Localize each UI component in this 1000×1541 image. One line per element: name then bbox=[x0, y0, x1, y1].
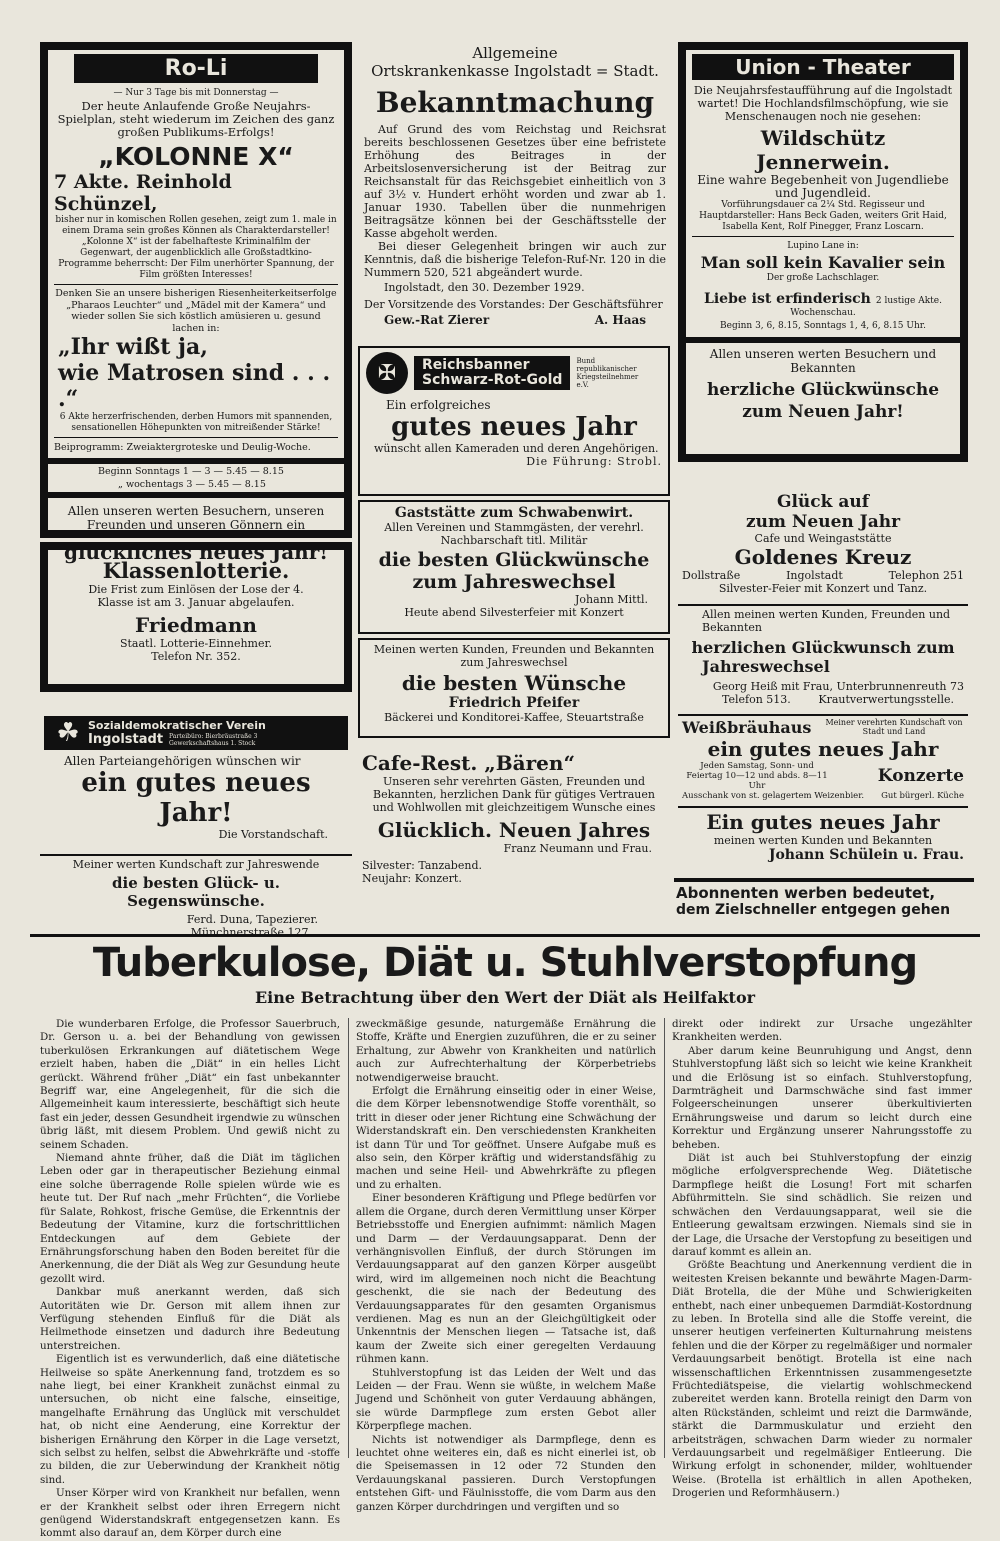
schwabenwirt-wish-2: zum Jahreswechsel bbox=[412, 571, 616, 593]
roli-times-2: „ wochentags 3 — 5.45 — 8.15 bbox=[118, 479, 266, 490]
schuelein-ad bbox=[678, 806, 968, 876]
heiss-name: Georg Heiß mit Frau, Unterbrunnenreuth 73 bbox=[712, 680, 964, 693]
baeren-title: Cafe-Rest. „Bären“ bbox=[362, 751, 575, 775]
reichsbanner-line-3: wünscht allen Kameraden und deren Angehörigen. bbox=[374, 442, 659, 455]
reichsbanner-logo-side: Bund republikanischer Kriegsteilnehmer e.V. bbox=[576, 357, 639, 389]
spd-logo-2: Ingolstadt bbox=[88, 732, 164, 747]
section-divider bbox=[30, 934, 980, 937]
reichsbanner-sign: Die Führung: Strobl. bbox=[526, 455, 662, 468]
article-headline: Tuberkulose, Diät u. Stuhlverstopfung bbox=[92, 940, 918, 986]
reichsbanner-logo-2: Schwarz-Rot-Gold bbox=[422, 372, 563, 388]
spd-text: Allen Parteiangehörigen wünschen wir bbox=[64, 754, 301, 768]
roli-second-title-2: wie Matrosen sind . . . .“ bbox=[58, 360, 331, 412]
kreuz-ad bbox=[678, 492, 968, 602]
heiss-text: Allen meinen werten Kunden, Freunden und Bekannten bbox=[702, 608, 951, 634]
roli-ad bbox=[40, 42, 352, 564]
article-col3-para: Aber darum keine Beunruhigung und Angst, denn Stuhlverstopfung läßt sich so leicht wie keine Krankheit und die Erlösung ist so einfach. Stuhlverstopfung, Darmträgheit und Darmschwäche sind fast immer Folgeerscheinungen unserer überkultivierten Ernährungsweise und darum so leicht durch eine Korrektur und Ergänzung unserer Nahrungsstoffe zu beheben. bbox=[672, 1044, 972, 1151]
aok-date: Ingolstadt, den 30. Dezember 1929. bbox=[384, 281, 585, 294]
article-col3-para: direkt oder indirekt zur Ursache ungezählter Krankheiten werden. bbox=[672, 1018, 972, 1044]
schuelein-text: meinen werten Kunden und Bekannten bbox=[713, 834, 933, 847]
baeren-name: Franz Neumann und Frau. bbox=[503, 842, 652, 855]
roli-second-intro: Denken Sie an unsere bisherigen Riesenheiterkeitserfolge „Pharaos Leuchter“ und „Mädel mit der Kamera“ und wieder sollen Sie sich köstlich amüsieren u. gesund lachen in: bbox=[55, 288, 337, 334]
aok-title: Bekanntmachung bbox=[375, 86, 655, 119]
union-title: Wildschütz Jennerwein. bbox=[756, 126, 890, 174]
kreuz-wish-1: Glück auf bbox=[776, 492, 870, 512]
baeren-sil: Silvester: Tanzabend. bbox=[362, 859, 482, 872]
aok-head-2: Ortskrankenkasse Ingolstadt = Stadt. bbox=[371, 62, 659, 80]
duna-text: Meiner werten Kundschaft zur Jahreswende bbox=[72, 858, 320, 871]
roli-days: — Nur 3 Tage bis mit Donnerstag — bbox=[113, 88, 279, 98]
roli-intro: Der heute Anlaufende Große Neujahrs-Spielplan, steht wiederum im Zeichen des ganz großen Publikums-Erfolgs! bbox=[57, 99, 335, 139]
roli-second-title-1: „Ihr wißt ja, bbox=[58, 334, 208, 360]
kreuz-wish-2: zum Neuen Jahr bbox=[745, 512, 901, 532]
kreuz-street: Dollstraße bbox=[682, 569, 741, 582]
reichsbanner-line-1: Ein erfolgreiches bbox=[386, 398, 491, 412]
union-liebe: Liebe ist erfinderisch bbox=[704, 291, 871, 307]
aok-sign-right: A. Haas bbox=[594, 313, 646, 327]
spd-logo-side: Parteibüro: Bierbräustraße 3 Gewerkschaftshaus 1. Stock bbox=[169, 732, 258, 747]
article-col2-para: Erfolgt die Ernährung einseitig oder in einer Weise, die dem Körper lebensnotwendige Stoffe vorenthält, so tritt in dieser oder jener Richtung eine Schwächung der Widerstandskraft ein. Den verschiedensten Krankheiten ist dann Tür und Tor geöffnet. Unsere Aufgabe muß es also sein, den Körper kräftig und widerstandsfähig zu machen und seine Heil- und Abwehrkräfte zu pflegen und zu erhalten. bbox=[356, 1085, 656, 1191]
article-col1-para: Dankbar muß anerkannt werden, daß sich Autoritäten wie Dr. Gerson mit allem ihnen zur Verfügung stehenden Einfluß für die Diät als Heilmethode einsetzen und dadurch ihre Bedeutung unterstreichen. bbox=[40, 1286, 340, 1352]
article-column-3 bbox=[672, 1018, 972, 1501]
union-ad bbox=[678, 42, 968, 462]
article-col2-para: Einer besonderen Kräftigung und Pflege bedürfen vor allem die Organe, durch deren Vermittlung unser Körper Betriebsstoffe und Energien aufnimmt: nämlich Magen und Darm — der Verdauungsapparat. Denn der verhängnisvollen Einfluß, der durch Störungen im Verdauungsapparat auf den ganzen Körper ausgeübt wird, wird im allgemeinen noch nicht die Beachtung geschenkt, die sie nach der Bedeutung des Verdauungsapparates für den gesamten Organismus verdienen. Mag es nun an der Gleichgültigkeit oder Unkenntnis der Menschen liegen — Tatsache ist, daß kaum der Zweite sich einer geregelten Verdauung rühmen kann. bbox=[356, 1192, 656, 1366]
schwabenwirt-ad bbox=[358, 500, 670, 634]
column-rule bbox=[348, 1018, 349, 1458]
pfeifer-name: Friedrich Pfeifer bbox=[448, 695, 580, 711]
kreuz-phone: Telephon 251 bbox=[888, 569, 964, 582]
aok-body-1: Auf Grund des vom Reichstag und Reichsrat bereits beschlossenen Gesetzes über eine befristete Erhöhung des Beitrages in der Arbeitslosenversicherung ist der Beitrag zur Reichsanstalt für das Reichsgebiet einheitlich von 3 auf 3½ v. Hundert erhöht worden und zwar ab 1. Januar 1930. Tabellen über die nunmehrigen Beitragsätze können bei der Geschäftsstelle der Kasse abgeholt werden. bbox=[364, 123, 666, 240]
weiss-title: Weißbräuhaus bbox=[682, 718, 812, 737]
roli-greet-1: Allen unseren werten Besuchern, unseren Freunden und unseren Gönnern ein bbox=[67, 504, 325, 532]
reichsbanner-ad bbox=[358, 346, 670, 496]
weiss-ad bbox=[678, 714, 968, 804]
lotterie-role: Staatl. Lotterie-Einnehmer. bbox=[119, 637, 273, 650]
roli-times-1: Beginn Sonntags 1 — 3 — 5.45 — 8.15 bbox=[98, 466, 284, 477]
weiss-wish: ein gutes neues Jahr bbox=[707, 737, 939, 761]
spd-emblem-icon: ☘ bbox=[56, 718, 80, 748]
pfeifer-text: Meinen werten Kunden, Freunden und Bekannten zum Jahreswechsel bbox=[373, 643, 655, 669]
heiss-ad bbox=[678, 604, 968, 712]
baeren-text: Unseren sehr verehrten Gästen, Freunden und Bekannten, herzlichen Dank für gütiges Vertrauen und Wohlwollen mit gleichzeitigem Wunsche eines bbox=[372, 775, 656, 814]
union-lupino-sub: Der große Lachschlager. bbox=[766, 273, 880, 283]
heiss-wish-2: Jahreswechsel bbox=[702, 657, 830, 676]
baeren-neu: Neujahr: Konzert. bbox=[362, 872, 462, 885]
article-col2-para: zweckmäßige gesunde, naturgemäße Ernährung die Stoffe, Kräfte und Energien zuzuführen, die er zu seiner Erhaltung, zur Abwehr von Krankheiten und natürlich auch zur Aufrechterhaltung der Körperbetriebs notwendigerweise braucht. bbox=[356, 1018, 656, 1084]
kreuz-city: Ingolstadt bbox=[786, 569, 843, 582]
abo-line-2: dem Zielschneller entgegen gehen bbox=[676, 902, 951, 918]
reichsbanner-logo bbox=[366, 352, 662, 394]
pfeifer-wish: die besten Wünsche bbox=[401, 671, 627, 695]
roli-logo: Ro-Li bbox=[74, 54, 318, 83]
article-column-1 bbox=[40, 1018, 340, 1541]
baeren-wish: Glücklich. Neuen Jahres bbox=[377, 818, 651, 842]
duna-wish: die besten Glück- u. Segenswünsche. bbox=[112, 874, 280, 910]
schwabenwirt-name: Johann Mittl. bbox=[575, 593, 648, 606]
eagle-icon: ✠ bbox=[366, 352, 408, 394]
lotterie-name: Friedmann bbox=[135, 613, 257, 637]
article-subhead: Eine Betrachtung über den Wert der Diät als Heilfaktor bbox=[254, 988, 756, 1007]
union-logo: Union - Theater bbox=[692, 54, 954, 80]
union-liebe-sub: 2 lustige Akte. bbox=[875, 296, 942, 306]
heiss-bottom-row bbox=[682, 693, 964, 706]
article-col3-para: Diät ist auch bei Stuhlverstopfung der einzig mögliche erfolgversprechende Weg. Diätetische Darmpflege heißt die Losung! Fort mit scharfen Abführmitteln. Sie sind schädlich. Sie reizen und schwächen den Verdauungsapparat, weil sie die Entleerung gewaltsam erzwingen. Niemals sind sie in der Lage, die Ursache der Verstopfung zu beseitigen und darauf kommt es allein an. bbox=[672, 1152, 972, 1258]
article-col1-para: Eigentlich ist es verwunderlich, daß eine diätetische Heilweise so späte Anerkennung fand, trotzdem es so nahe liegt, bei einer Krankheit zunächst einmal zu untersuchen, ob nicht eine falsche, einseitige, mangelhafte Ernährung das Unglück mit verschuldet hat, ob nicht eine Aenderung, eine Korrektur der bisherigen Ernährung den Körper in die Lage versetzt, sich selbst zu helfen, selbst die Abwehrkräfte und -stoffe zu bilden, die zur Ueberwindung der Krankheit nötig sind. bbox=[40, 1353, 340, 1486]
article-col1-para: Niemand ahnte früher, daß die Diät im täglichen Leben oder gar in therapeutischer Beziehung einmal eine solche überragende Rolle spielen würde wie es heute tut. Der Ruf nach „mehr Früchten“, die Vorliebe für Salate, Rohkost, frische Gemüse, die Erkenntnis der Bedeutung der Vitamine, kurz die fortschrittlichen Entdeckungen auf dem Gebiete der Ernährungsforschung haben den Boden bereitet für die Anerkennung, die der Diät als Weg zur Gesundung heute gezollt wird. bbox=[40, 1152, 340, 1285]
article-col2-para: Nichts ist notwendiger als Darmpflege, denn es leuchtet ohne weiteres ein, daß es nicht einerlei ist, ob die Speisemassen in 12 oder 72 Stunden den Verdauungskanal passieren. Durch Verstopfungen entstehen Gift- und Fäulnisstoffe, die vom Darm aus den ganzen Körper durchdringen und vergiften und so bbox=[356, 1433, 656, 1513]
reichsbanner-logo-text bbox=[414, 356, 570, 390]
heiss-trade: Krautverwertungsstelle. bbox=[818, 693, 954, 706]
lotterie-text: Die Frist zum Einlösen der Lose der 4. Klasse ist am 3. Januar abgelaufen. bbox=[88, 583, 304, 609]
union-woche: Wochenschau. bbox=[790, 308, 856, 318]
abo-line-1: Abonnenten werben bedeutet, bbox=[676, 884, 936, 902]
lotterie-ad bbox=[40, 542, 352, 692]
union-lupino-title: Man soll kein Kavalier sein bbox=[700, 253, 946, 272]
heiss-tel: Telefon 513. bbox=[722, 693, 791, 706]
duna-name: Ferd. Duna, Tapezierer. bbox=[186, 913, 318, 926]
roli-second-desc: 6 Akte herzerfrischenden, derben Humors mit spannenden, sensationellen Höhepunkten von mitreißender Stärke! bbox=[59, 412, 333, 433]
reichsbanner-logo-1: Reichsbanner bbox=[422, 357, 530, 373]
pfeifer-addr: Bäckerei und Konditorei-Kaffee, Steuartstraße bbox=[384, 711, 644, 724]
weiss-side: Meiner verehrten Kundschaft von Stadt und Land bbox=[825, 718, 963, 736]
spd-ad bbox=[40, 714, 352, 852]
schwabenwirt-title: Gaststätte zum Schwabenwirt. bbox=[394, 505, 634, 521]
union-subtitle: Eine wahre Begebenheit von Jugendliebe und Jugendleid. bbox=[697, 173, 949, 200]
union-cast: Vorführungsdauer ca 2¼ Std. Regisseur und Hauptdarsteller: Hans Beck Gaden, weiters Grit Haid, Isabella Kent, Rolf Pinegger, Franz Loscarn. bbox=[699, 200, 947, 232]
roli-greet-2: glückliches neues Jahr! bbox=[63, 540, 329, 564]
article-col1-para: Die wunderbaren Erfolge, die Professor Sauerbruch, Dr. Gerson u. a. bei der Behandlung von gewissen tuberkulösen Erkrankungen auf diätetischem Wege erzielt haben, haben die „Diät“ in ein helles Licht gerückt. Während früher „Diät“ ein fast unbekannter Begriff war, eine Angelegenheit, für die sich die Allgemeinheit kaum interessierte, beschäftigt sich heute fast ein jeder, dessen Gesundheit irgendwie zu wünschen übrig läßt, mit diesem Problem. Und gewiß nicht zu seinem Schaden. bbox=[40, 1018, 340, 1151]
baeren-ad bbox=[356, 748, 672, 918]
kreuz-address-row bbox=[682, 569, 964, 582]
column-rule bbox=[664, 1018, 665, 1458]
aok-sign-head: Der Vorsitzende des Vorstandes: Der Geschäftsführer bbox=[364, 298, 663, 311]
article-column-2 bbox=[356, 1018, 656, 1514]
union-intro: Die Neujahrsfestaufführung auf die Ingolstadt wartet! Die Hochlandsfilmschöpfung, wie sie Menschenaugen noch nie gesehen: bbox=[693, 84, 953, 123]
article-col3-para: Größte Beachtung und Anerkennung verdient die in weitesten Kreisen bekannte und bewährte Magen-Darm-Diät Brotella, die der Mühe und Schwierigkeiten enthebt, nach einer unbequemen Darmdiät-Kostordnung zu leben. In Brotella sind alle die Stoffe vereint, die unserer heutigen verfeinerten Kulturnahrung meistens fehlen und die der Körper zu regelmäßiger und normaler Verdauungsarbeit benötigt. Brotella ist eine nach wissenschaftlichen Erkenntnissen zusammengesetzte Früchtediätspeise, die vielartig wohlschmeckend zubereitet werden kann. Brotella reinigt den Darm von alten Rückständen, schleimt und reizt die Darmwände, stärkt die Darmmuskulatur und erzieht den arbeitsträgen, schwachen Darm wieder zu normaler Verdauungsarbeit und regelmäßiger Entleerung. Die Wirkung erfolgt in schonender, milder, wohltuender Weise. (Brotella ist erhältlich in allen Apotheken, Drogerien und Reformhäusern.) bbox=[672, 1259, 972, 1500]
duna-ad bbox=[40, 854, 352, 939]
lotterie-title: Klassenlotterie. bbox=[102, 558, 290, 583]
aok-notice bbox=[356, 42, 674, 342]
roli-times-band bbox=[48, 458, 344, 498]
union-greet-1: Allen unseren werten Besuchern und Bekannten bbox=[709, 347, 937, 375]
duna-addr: Münchnerstraße 127. bbox=[190, 926, 312, 939]
schuelein-name: Johann Schülein u. Frau. bbox=[768, 847, 964, 863]
weiss-bier: Ausschank von st. gelagertem Weizenbier. bbox=[682, 791, 865, 801]
kreuz-note: Silvester-Feier mit Konzert und Tanz. bbox=[718, 582, 928, 595]
reichsbanner-line-2: gutes neues Jahr bbox=[391, 412, 637, 442]
schwabenwirt-note: Heute abend Silvesterfeier mit Konzert bbox=[404, 606, 624, 619]
roli-beiprogramm: Beiprogramm: Zweiaktergroteske und Deulig-Woche. bbox=[54, 442, 311, 453]
weiss-hours: Jeden Samstag, Sonn- und Feiertag 10—12 und abds. 8—11 Uhr bbox=[686, 761, 828, 791]
schuelein-wish: Ein gutes neues Jahr bbox=[706, 810, 940, 834]
aok-sign-left: Gew.-Rat Zierer bbox=[384, 313, 490, 327]
article-col2-para: Stuhlverstopfung ist das Leiden der Welt und das Leiden — der Frau. Wenn sie wüßte, in welchem Maße Jugend und Schönheit von guter Verdauung abhängen, sie würde Darmpflege zum ersten Gebot aller Körperpflege machen. bbox=[356, 1366, 656, 1433]
aok-body-2: Bei dieser Gelegenheit bringen wir auch zur Kenntnis, daß die bisherige Telefon-Ruf-Nr. 120 in die Nummern 520, 521 abgeändert wurde. bbox=[364, 240, 666, 279]
weiss-kueche: Gut bürgerl. Küche bbox=[881, 791, 964, 801]
aok-head-1: Allgemeine bbox=[472, 44, 558, 62]
article-col1-para: Unser Körper wird von Krankheit nur befallen, wenn er der Krankheit selbst oder ihren Erregern nicht genügend Widerstandskraft entgegensetzen kann. Es kommt also darauf an, dem Körper durch eine bbox=[40, 1487, 340, 1540]
roli-film-title: „KOLONNE X“ bbox=[98, 142, 294, 171]
roli-film-desc: bisher nur in komischen Rollen gesehen, zeigt zum 1. male in einem Drama sein großes Können als Charakterdarsteller! „Kolonne X“ ist der fabelhafteste Kriminalfilm der Gegenwart, der augenblicklich alle Großstadtkino-Programme beherrscht: Der Film unerhörter Spannung, der Film größten Interesses! bbox=[55, 215, 337, 280]
lotterie-phone: Telefon Nr. 352. bbox=[151, 650, 241, 663]
kreuz-name: Goldenes Kreuz bbox=[734, 545, 912, 569]
aok-signatures bbox=[364, 311, 666, 329]
kreuz-sub: Cafe und Weingaststätte bbox=[754, 532, 892, 545]
spd-sign: Die Vorstandschaft. bbox=[218, 828, 328, 841]
abo-ad bbox=[674, 878, 974, 930]
union-lupino: Lupino Lane in: bbox=[787, 241, 859, 251]
union-greet-2: herzliche Glückwünsche zum Neuen Jahr! bbox=[706, 380, 940, 422]
roli-film-cast: 7 Akte. Reinhold Schünzel, bbox=[54, 171, 232, 215]
spd-wish: ein gutes neues Jahr! bbox=[81, 768, 311, 828]
pfeifer-ad bbox=[358, 638, 670, 738]
weiss-konzerte: Konzerte bbox=[877, 766, 964, 786]
union-times: Beginn 3, 6, 8.15, Sonntags 1, 4, 6, 8.15 Uhr. bbox=[720, 321, 926, 331]
heiss-wish-1: herzlichen Glückwunsch zum bbox=[691, 638, 955, 657]
schwabenwirt-text: Allen Vereinen und Stammgästen, der verehrl. Nachbarschaft titl. Militär bbox=[384, 521, 644, 547]
schwabenwirt-wish-1: die besten Glückwünsche bbox=[378, 549, 650, 571]
spd-logo bbox=[44, 716, 348, 750]
spd-logo-1: Sozialdemokratischer Verein bbox=[88, 719, 266, 732]
